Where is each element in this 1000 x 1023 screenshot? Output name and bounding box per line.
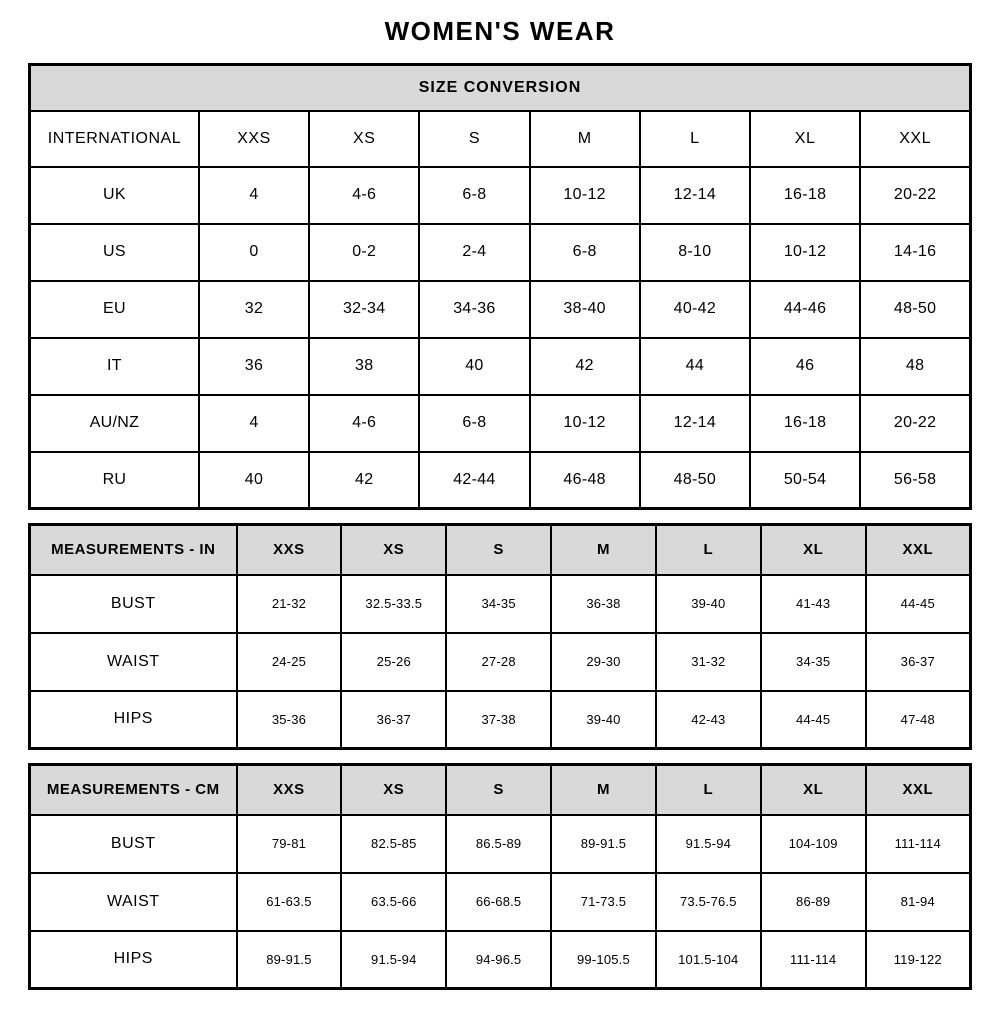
value-cell: 42-44 <box>419 452 529 509</box>
value-cell: 31-32 <box>656 633 761 691</box>
size-column-header: XXS <box>237 525 342 575</box>
size-column-header: L <box>656 525 761 575</box>
row-label: HIPS <box>30 691 237 749</box>
value-cell: 20-22 <box>860 167 970 224</box>
size-column-header: XXS <box>237 765 342 815</box>
value-cell: 20-22 <box>860 395 970 452</box>
value-cell: 12-14 <box>640 395 750 452</box>
row-label: IT <box>30 338 199 395</box>
value-cell: 36 <box>199 338 309 395</box>
size-column-header: XXL <box>860 111 970 167</box>
value-cell: 41-43 <box>761 575 866 633</box>
size-column-header: XS <box>341 765 446 815</box>
value-cell: 40 <box>199 452 309 509</box>
value-cell: 119-122 <box>866 931 971 989</box>
size-conversion-table <box>28 63 972 510</box>
value-cell: 101.5-104 <box>656 931 761 989</box>
value-cell: 56-58 <box>860 452 970 509</box>
value-cell: 32.5-33.5 <box>341 575 446 633</box>
row-label: BUST <box>30 575 237 633</box>
value-cell: 32 <box>199 281 309 338</box>
size-column-header: XXL <box>866 525 971 575</box>
value-cell: 81-94 <box>866 873 971 931</box>
value-cell: 14-16 <box>860 224 970 281</box>
size-column-header: L <box>656 765 761 815</box>
table-row <box>30 281 971 338</box>
value-cell: 111-114 <box>866 815 971 873</box>
table-header-label: MEASUREMENTS - IN <box>30 525 237 575</box>
value-cell: 89-91.5 <box>237 931 342 989</box>
value-cell: 38-40 <box>530 281 640 338</box>
value-cell: 4-6 <box>309 395 419 452</box>
table-row <box>30 575 971 633</box>
size-column-header: XL <box>761 765 866 815</box>
value-cell: 4-6 <box>309 167 419 224</box>
value-cell: 50-54 <box>750 452 860 509</box>
value-cell: 94-96.5 <box>446 931 551 989</box>
header-row <box>30 111 971 167</box>
value-cell: 0 <box>199 224 309 281</box>
table-header-label: INTERNATIONAL <box>30 111 199 167</box>
row-label: BUST <box>30 815 237 873</box>
value-cell: 6-8 <box>419 395 529 452</box>
value-cell: 63.5-66 <box>341 873 446 931</box>
value-cell: 16-18 <box>750 167 860 224</box>
value-cell: 36-37 <box>866 633 971 691</box>
table-row <box>30 815 971 873</box>
value-cell: 86.5-89 <box>446 815 551 873</box>
value-cell: 2-4 <box>419 224 529 281</box>
row-label: AU/NZ <box>30 395 199 452</box>
value-cell: 37-38 <box>446 691 551 749</box>
table-row <box>30 691 971 749</box>
value-cell: 6-8 <box>419 167 529 224</box>
value-cell: 38 <box>309 338 419 395</box>
value-cell: 10-12 <box>530 167 640 224</box>
value-cell: 48-50 <box>860 281 970 338</box>
size-column-header: S <box>446 525 551 575</box>
value-cell: 32-34 <box>309 281 419 338</box>
value-cell: 44-46 <box>750 281 860 338</box>
table-row <box>30 167 971 224</box>
row-label: US <box>30 224 199 281</box>
value-cell: 46-48 <box>530 452 640 509</box>
size-column-header: M <box>530 111 640 167</box>
value-cell: 12-14 <box>640 167 750 224</box>
value-cell: 44-45 <box>866 575 971 633</box>
table-row <box>30 338 971 395</box>
value-cell: 71-73.5 <box>551 873 656 931</box>
value-cell: 73.5-76.5 <box>656 873 761 931</box>
row-label: UK <box>30 167 199 224</box>
value-cell: 39-40 <box>656 575 761 633</box>
value-cell: 4 <box>199 395 309 452</box>
value-cell: 21-32 <box>237 575 342 633</box>
row-label: RU <box>30 452 199 509</box>
table-row <box>30 224 971 281</box>
value-cell: 89-91.5 <box>551 815 656 873</box>
size-column-header: XXL <box>866 765 971 815</box>
size-column-header: M <box>551 525 656 575</box>
row-label: EU <box>30 281 199 338</box>
size-column-header: M <box>551 765 656 815</box>
size-column-header: S <box>446 765 551 815</box>
value-cell: 0-2 <box>309 224 419 281</box>
table-row <box>30 873 971 931</box>
size-column-header: XS <box>309 111 419 167</box>
value-cell: 4 <box>199 167 309 224</box>
row-label: WAIST <box>30 873 237 931</box>
value-cell: 36-37 <box>341 691 446 749</box>
header-row <box>30 765 971 815</box>
value-cell: 42 <box>530 338 640 395</box>
value-cell: 40-42 <box>640 281 750 338</box>
value-cell: 16-18 <box>750 395 860 452</box>
value-cell: 42-43 <box>656 691 761 749</box>
value-cell: 44-45 <box>761 691 866 749</box>
size-column-header: S <box>419 111 529 167</box>
row-label: WAIST <box>30 633 237 691</box>
value-cell: 36-38 <box>551 575 656 633</box>
value-cell: 10-12 <box>750 224 860 281</box>
value-cell: 40 <box>419 338 529 395</box>
size-column-header: XL <box>761 525 866 575</box>
value-cell: 24-25 <box>237 633 342 691</box>
page-title: WOMEN'S WEAR <box>384 16 616 46</box>
value-cell: 91.5-94 <box>341 931 446 989</box>
size-column-header: XS <box>341 525 446 575</box>
size-column-header: L <box>640 111 750 167</box>
row-label: HIPS <box>30 931 237 989</box>
value-cell: 79-81 <box>237 815 342 873</box>
value-cell: 86-89 <box>761 873 866 931</box>
value-cell: 25-26 <box>341 633 446 691</box>
value-cell: 34-35 <box>761 633 866 691</box>
value-cell: 29-30 <box>551 633 656 691</box>
value-cell: 61-63.5 <box>237 873 342 931</box>
table-title: SIZE CONVERSION <box>30 65 971 111</box>
header-row <box>30 525 971 575</box>
value-cell: 48 <box>860 338 970 395</box>
size-column-header: XL <box>750 111 860 167</box>
value-cell: 39-40 <box>551 691 656 749</box>
value-cell: 99-105.5 <box>551 931 656 989</box>
table-header-label: MEASUREMENTS - CM <box>30 765 237 815</box>
value-cell: 82.5-85 <box>341 815 446 873</box>
value-cell: 6-8 <box>530 224 640 281</box>
value-cell: 104-109 <box>761 815 866 873</box>
measurements-in-table <box>28 523 972 750</box>
value-cell: 46 <box>750 338 860 395</box>
value-cell: 34-35 <box>446 575 551 633</box>
value-cell: 35-36 <box>237 691 342 749</box>
size-column-header: XXS <box>199 111 309 167</box>
table-row <box>30 931 971 989</box>
value-cell: 8-10 <box>640 224 750 281</box>
value-cell: 27-28 <box>446 633 551 691</box>
value-cell: 44 <box>640 338 750 395</box>
value-cell: 48-50 <box>640 452 750 509</box>
value-cell: 34-36 <box>419 281 529 338</box>
table-row <box>30 395 971 452</box>
value-cell: 42 <box>309 452 419 509</box>
table-title-row <box>30 65 971 111</box>
value-cell: 91.5-94 <box>656 815 761 873</box>
value-cell: 47-48 <box>866 691 971 749</box>
table-row <box>30 633 971 691</box>
value-cell: 66-68.5 <box>446 873 551 931</box>
table-row <box>30 452 971 509</box>
measurements-cm-table <box>28 763 972 990</box>
value-cell: 111-114 <box>761 931 866 989</box>
value-cell: 10-12 <box>530 395 640 452</box>
